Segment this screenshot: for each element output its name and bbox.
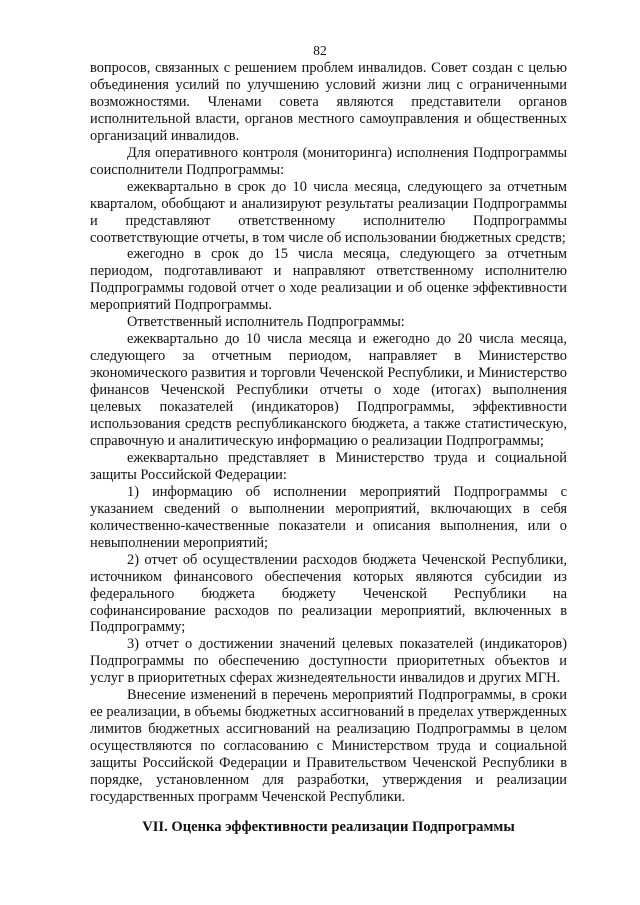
paragraph-council-description: вопросов, связанных с решением проблем инвалидов. Совет создан с целью объединения усилий по улучшению условий жизни лиц с ограниченными возможностями. Членами совета являются представители органов исполнительной власти, органов местного самоуправления и общественных организаций инвалидов. xyxy=(90,60,567,144)
paragraph-reports-to-labor-ministry: ежеквартально представляет в Министерство труда и социальной защиты Российской Федерации: xyxy=(90,449,567,483)
paragraph-annual-coexecutors: ежегодно в срок до 15 числа месяца, следующего за отчетным периодом, подготавливают и направляют ответственному исполнителю Подпрограммы годовой отчет о ходе реализации и об оценке эффективности мероприятий Подпрограммы. xyxy=(90,246,567,314)
paragraph-monitoring-intro: Для оперативного контроля (мониторинга) исполнения Подпрограммы соисполнители Подпрограммы: xyxy=(90,144,567,178)
list-item-2: 2) отчет об осуществлении расходов бюджета Чеченской Республики, источником финансового обеспечения которых являются субсидии из федерального бюджета бюджету Чеченской Республики на софинансирование расходов по реализации мероприятий, включенных в Подпрограмму; xyxy=(90,551,567,636)
paragraph-amendments: Внесение изменений в перечень мероприятий Подпрограммы, в сроки ее реализации, в объемы бюджетных ассигнований в пределах утвержденных лимитов бюджетных ассигнований на реализацию Подпрограммы в целом осуществляются по согласованию с Министерством труда и социальной защиты Российской Федерации и Правительством Чеченской Республики в порядке, установленном для разработки, утверждения и реализации государственных программ Чеченской Республики. xyxy=(90,687,567,805)
page-number: 82 xyxy=(313,43,327,58)
list-item-3: 3) отчет о достижении значений целевых показателей (индикаторов) Подпрограммы по обеспечению доступности приоритетных объектов и услуг в приоритетных сферах жизнедеятельности инвалидов и других МГН. xyxy=(90,636,567,687)
paragraph-responsible-executor: Ответственный исполнитель Подпрограммы: xyxy=(127,314,405,331)
body-text xyxy=(90,60,567,806)
list-item-1: 1) информацию об исполнении мероприятий Подпрограммы с указанием сведений о выполнении мероприятий, включающих в себя количественно-качественные показатели и описания выполнения, или о невыполнении мероприятий; xyxy=(90,483,567,551)
paragraph-reports-to-ministries: ежеквартально до 10 числа месяца и ежегодно до 20 числа месяца, следующего за отчетным периодом, направляет в Министерство экономического развития и торговли Чеченской Республики, и Министерство финансов Чеченской Республики отчеты о ходе (итогах) выполнения целевых показателей (индикаторов) Подпрограммы, эффективности использования средств республиканского бюджета, а также статистическую, справочную и аналитическую информацию о реализации Подпрограммы; xyxy=(90,331,567,449)
paragraph-quarterly-coexecutors: ежеквартально в срок до 10 числа месяца, следующего за отчетным кварталом, обобщают и анализируют результаты реализации Подпрограммы и представляют ответственному исполнителю Подпрограммы соответствующие отчеты, в том числе об использовании бюджетных средств; xyxy=(90,178,567,246)
section-heading: VII. Оценка эффективности реализации Подпрограммы xyxy=(142,819,515,835)
